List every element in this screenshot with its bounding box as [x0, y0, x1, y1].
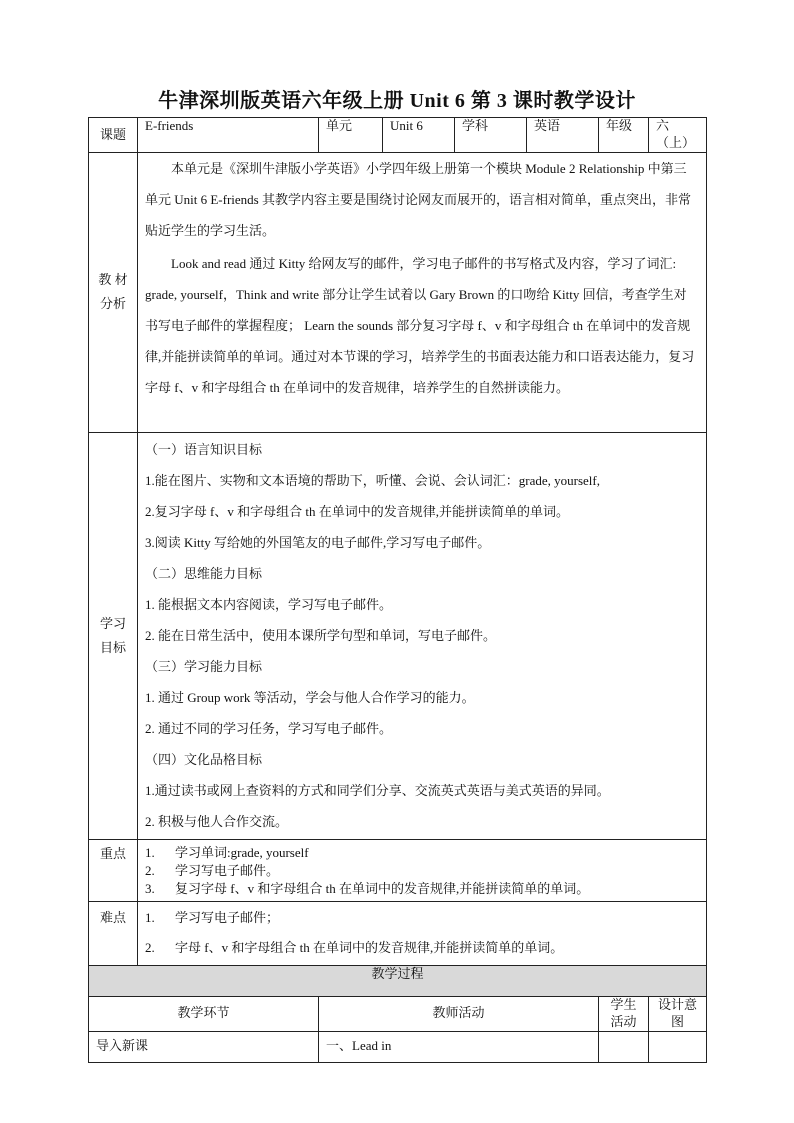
analysis-paragraph: Look and read 通过 Kitty 给网友写的邮件，学习电子邮件的书写格式及内容，学习了词汇: grade, yourself，Think and write 部分让学生试着以 Gary Brown 的口吻给 Kitty 回信，考查学生对书写电子邮件的掌握程度； Learn the sounds 部分复习字母 f、v 和字母组合 th 在单词中的发音规律,并能拼读简单的单词。通过对本节课的学习，培养学生的书面表达能力和口语表达能力，复习字母 f、v 和字母组合 th 在单词中的发音规律，培养学生的自然拼读能力。: [145, 255, 695, 395]
analysis-label: [89, 152, 138, 432]
objective-line: 1.能在图片、实物和文本语境的帮助下，听懂、会说、会认词汇：grade, yourself,: [145, 472, 600, 488]
list-item: [145, 862, 699, 880]
process-intent-cell: [649, 1031, 707, 1062]
col-intent-header: 设计意图: [649, 996, 707, 1031]
list-text: 学习写电子邮件；: [175, 909, 280, 925]
objective-line: 1. 能根据文本内容阅读，学习写电子邮件。: [145, 596, 393, 612]
list-number: 2.: [145, 862, 155, 878]
process-stage-cell: 导入新课: [89, 1031, 319, 1062]
lesson-plan-table: [88, 117, 707, 1063]
objective-line: 1. 通过 Group work 等活动，学会与他人合作学习的能力。: [145, 689, 475, 705]
key-points-row: [89, 839, 707, 901]
unit-value: Unit 6: [383, 118, 455, 153]
analysis-label-line2: 分析: [99, 296, 126, 312]
objectives-label-line2: 目标: [99, 639, 126, 655]
list-item: [145, 844, 699, 862]
col-teacher-header: 教师活动: [319, 996, 599, 1031]
list-item: [145, 933, 699, 963]
grade-value: 六（上）: [649, 118, 707, 153]
objective-line: 1.通过读书或网上查资料的方式和同学们分享、交流英式英语与美式英语的异同。: [145, 782, 610, 798]
col-student-header: 学生活动: [599, 996, 649, 1031]
objectives-content: [138, 432, 707, 839]
process-row: [89, 1031, 707, 1062]
key-points-content: [138, 839, 707, 901]
objective-line: （二）思维能力目标: [145, 565, 263, 581]
process-band-row: [89, 965, 707, 996]
header-row: [89, 118, 707, 153]
objective-line: 2. 能在日常生活中，使用本课所学句型和单词，写电子邮件。: [145, 627, 497, 643]
col-stage-header: 教学环节: [89, 996, 319, 1031]
grade-label: 年级: [599, 118, 649, 153]
analysis-row: [89, 152, 707, 432]
objectives-label: [89, 432, 138, 839]
objective-line: 2. 通过不同的学习任务，学习写电子邮件。: [145, 720, 393, 736]
process-header-row: [89, 996, 707, 1031]
list-number: 3.: [145, 880, 155, 896]
list-item: [145, 880, 699, 898]
objective-line: 2. 积极与他人合作交流。: [145, 813, 289, 829]
list-text: 复习字母 f、v 和字母组合 th 在单词中的发音规律,并能拼读简单的单词。: [175, 880, 590, 896]
analysis-label-line1: 教 材: [98, 272, 128, 288]
list-item: [145, 903, 699, 933]
process-student-cell: [599, 1031, 649, 1062]
unit-label: 单元: [319, 118, 383, 153]
list-text: 字母 f、v 和字母组合 th 在单词中的发音规律,并能拼读简单的单词。: [175, 939, 564, 955]
list-number: 2.: [145, 939, 155, 955]
list-text: 学习单词:grade, yourself: [175, 844, 309, 860]
topic-value: E-friends: [138, 118, 319, 153]
page-title: 牛津深圳版英语六年级上册 Unit 6 第 3 课时教学设计: [158, 90, 636, 112]
process-band-title: 教学过程: [89, 965, 707, 996]
difficulties-row: [89, 901, 707, 965]
process-teacher-cell: 一、Lead in: [319, 1031, 599, 1062]
objective-line: 2.复习字母 f、v 和字母组合 th 在单词中的发音规律,并能拼读简单的单词。: [145, 503, 569, 519]
analysis-content: [138, 152, 707, 432]
subject-label: 学科: [455, 118, 527, 153]
list-text: 学习写电子邮件。: [175, 862, 280, 878]
objectives-row: [89, 432, 707, 839]
topic-label: 课题: [89, 118, 138, 153]
objective-line: （一）语言知识目标: [145, 441, 263, 457]
objective-line: 3.阅读 Kitty 写给她的外国笔友的电子邮件,学习写电子邮件。: [145, 534, 491, 550]
list-number: 1.: [145, 844, 155, 860]
objectives-label-line1: 学习: [99, 615, 126, 631]
difficulties-label: 难点: [89, 901, 138, 965]
difficulties-content: [138, 901, 707, 965]
list-number: 1.: [145, 909, 155, 925]
subject-value: 英语: [527, 118, 599, 153]
key-points-label: 重点: [89, 839, 138, 901]
analysis-paragraph: 本单元是《深圳牛津版小学英语》小学四年级上册第一个模块 Module 2 Relationship 中第三单元 Unit 6 E-friends 其教学内容主要是围绕讨论网友而展开的，语言相对简单，重点突出，非常贴近学生的学习生活。: [145, 160, 691, 238]
objective-line: （四）文化品格目标: [145, 751, 263, 767]
objective-line: （三）学习能力目标: [145, 658, 263, 674]
